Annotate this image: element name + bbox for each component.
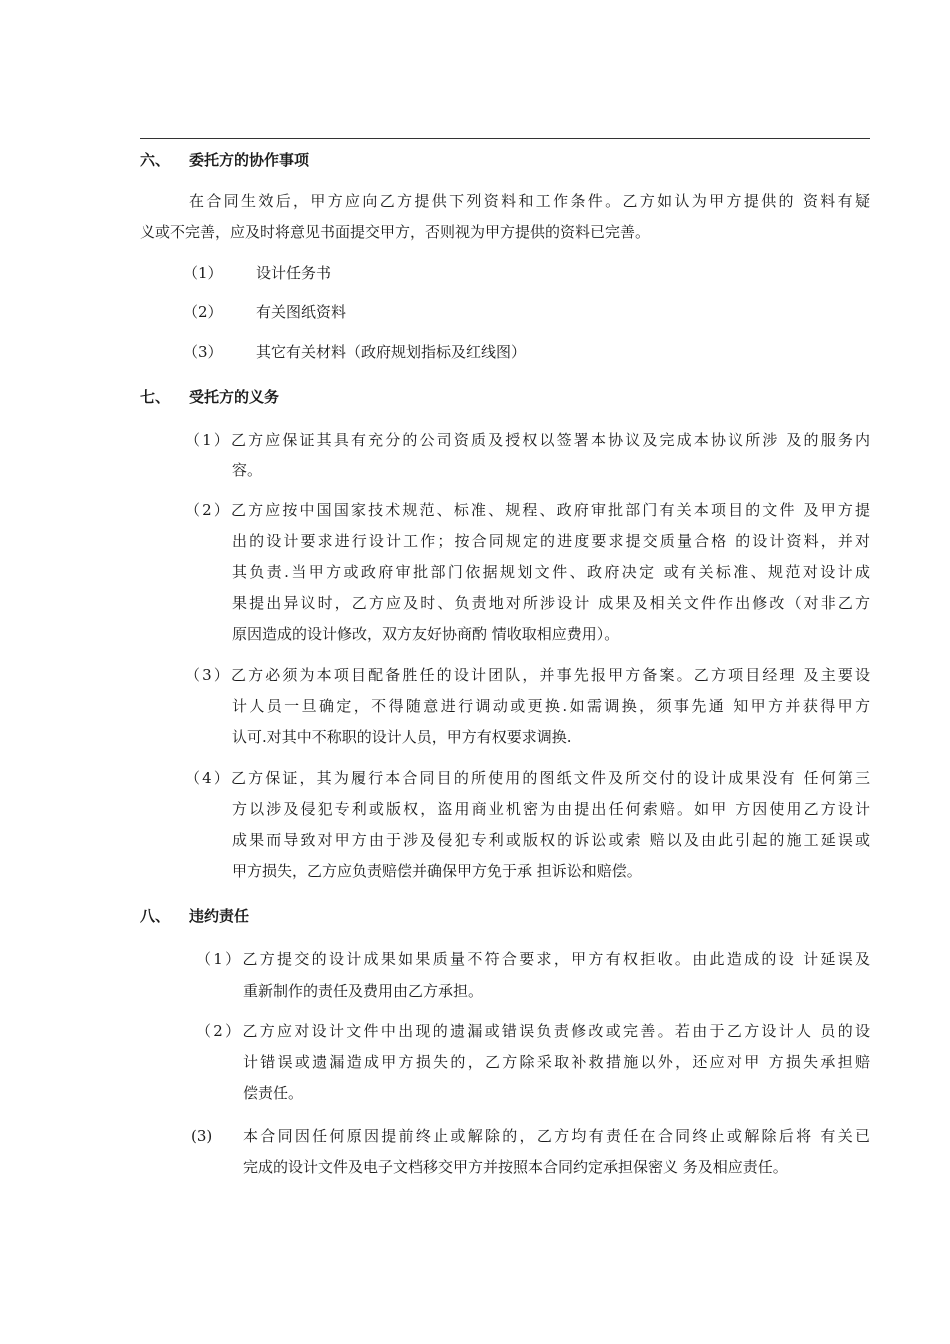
section-6-item-1-text: 设计任务书: [256, 264, 332, 282]
section-6-item-2-text: 有关图纸资料: [256, 303, 347, 321]
section-7-item-2-line-5: 原因造成的设计修改，双方友好协商酌 情收取相应费用）。: [232, 625, 620, 643]
section-6-heading: [140, 149, 540, 169]
section-8-number: 八、: [140, 907, 171, 925]
section-6-para-line-2: 义或不完善，应及时将意见书面提交甲方，否则视为甲方提供的资料已完善。: [140, 223, 651, 241]
section-6-title: 委托方的协作事项: [189, 151, 310, 169]
section-7-item-1-line-2: 容。: [232, 461, 263, 479]
section-7-item-4-line-2: 方以涉及侵犯专利或版权，盗用商业机密为由提出任何索赔。如甲 方因使用乙方设计: [232, 800, 870, 818]
section-6-item-1-number: （1）: [183, 264, 223, 282]
section-6-para-line-1: 在合同生效后，甲方应向乙方提供下列资料和工作条件。乙方如认为甲方提供的 资料有疑: [189, 192, 870, 210]
header-rule: [140, 138, 870, 139]
section-8-item-2-line-1: （2）乙方应对设计文件中出现的遗漏或错误负责修改或完善。若由于乙方设计人 员的设: [196, 1022, 870, 1040]
section-6-item-2-number: （2）: [183, 303, 223, 321]
section-7-item-4-line-1: （4）乙方保证，其为履行本合同目的所使用的图纸文件及所交付的设计成果没有 任何第三: [185, 769, 870, 787]
section-6-item-3-text: 其它有关材料（政府规划指标及红线图）: [256, 343, 527, 361]
section-7-item-3-line-1: （3）乙方必须为本项目配备胜任的设计团队，并事先报甲方备案。乙方项目经理 及主要设: [185, 666, 870, 684]
section-7-item-2-line-3: 其负责.当甲方或政府审批部门依据规划文件、政府决定 或有关标准、规范对设计成: [232, 563, 870, 581]
section-7-item-3-line-3: 认可.对其中不称职的设计人员，甲方有权要求调换.: [232, 728, 572, 746]
section-7-item-4-line-4: 甲方损失，乙方应负责赔偿并确保甲方免于承 担诉讼和赔偿。: [232, 862, 642, 880]
section-8-item-2-line-2: 计错误或遗漏造成甲方损失的，乙方除采取补救措施以外，还应对甲 方损失承担赔: [243, 1053, 870, 1071]
section-8-heading: [140, 905, 540, 925]
section-8-item-3-line-2: 完成的设计文件及电子文档移交甲方并按照本合同约定承担保密义 务及相应责任。: [243, 1158, 788, 1176]
section-8-item-1-line-2: 重新制作的责任及费用由乙方承担。: [243, 982, 484, 1000]
section-7-item-2-line-2: 出的设计要求进行设计工作；按合同规定的进度要求提交质量合格 的设计资料，并对: [232, 532, 870, 550]
section-7-item-3-line-2: 计人员一旦确定，不得随意进行调动或更换.如需调换，须事先通 知甲方并获得甲方: [232, 697, 870, 715]
section-7-title: 受托方的义务: [189, 388, 280, 406]
section-7-number: 七、: [140, 388, 171, 406]
section-7-item-2-line-4: 果提出异议时，乙方应及时、负责地对所涉设计 成果及相关文件作出修改（对非乙方: [232, 594, 870, 612]
section-7-item-1-line-1: （1）乙方应保证其具有充分的公司资质及授权以签署本协议及完成本协议所涉 及的服务内: [185, 431, 870, 449]
section-6-number: 六、: [140, 151, 171, 169]
section-8-title: 违约责任: [189, 907, 250, 925]
section-7-item-2-line-1: （2）乙方应按中国国家技术规范、标准、规程、政府审批部门有关本项目的文件 及甲方提: [185, 501, 870, 519]
section-7-item-4-line-3: 成果而导致对甲方由于涉及侵犯专利或版权的诉讼或索 赔以及由此引起的施工延误或: [232, 831, 870, 849]
section-8-item-3-line-1: 本合同因任何原因提前终止或解除的，乙方均有责任在合同终止或解除后将 有关已: [243, 1127, 870, 1145]
section-8-item-2-line-3: 偿责任。: [243, 1084, 304, 1102]
section-8-item-1-line-1: （1）乙方提交的设计成果如果质量不符合要求，甲方有权拒收。由此造成的设 计延误及: [196, 950, 870, 968]
section-6-item-3-number: （3）: [183, 343, 223, 361]
section-7-heading: [140, 386, 540, 406]
section-8-item-3-number: (3): [191, 1127, 213, 1145]
